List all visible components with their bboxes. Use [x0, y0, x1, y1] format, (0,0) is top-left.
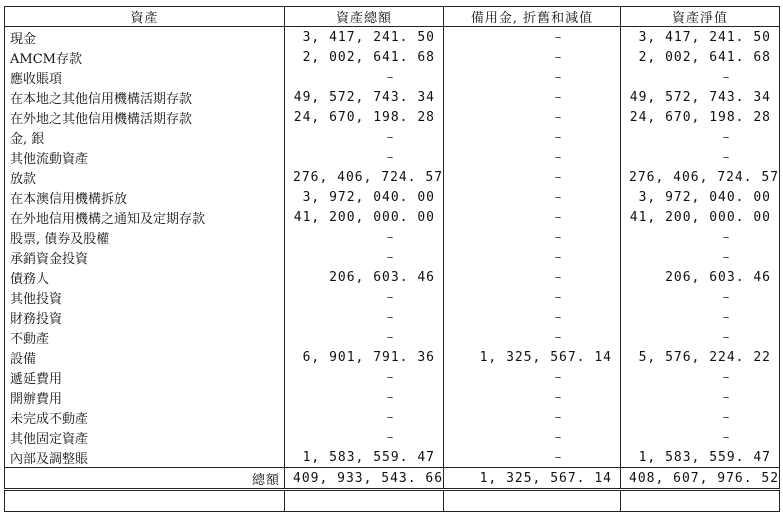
table-row [5, 107, 780, 127]
table-row [5, 387, 780, 407]
row-label: 放款 [5, 167, 285, 187]
row-net: 3, 417, 241. 50 [621, 27, 780, 48]
row-gross: – [285, 387, 444, 407]
row-gross: 1, 583, 559. 47 [285, 447, 444, 468]
table-row [5, 287, 780, 307]
header-net: 資產淨值 [621, 7, 780, 27]
row-provision: – [444, 67, 621, 87]
asset-table [4, 6, 780, 512]
table-row [5, 27, 780, 48]
table-row [5, 207, 780, 227]
row-provision: – [444, 47, 621, 67]
table-row [5, 307, 780, 327]
row-gross: – [285, 287, 444, 307]
row-provision: – [444, 327, 621, 347]
row-provision: – [444, 267, 621, 287]
row-label: 設備 [5, 347, 285, 367]
row-provision: – [444, 367, 621, 387]
row-label: 內部及調整賬 [5, 447, 285, 468]
table-row [5, 127, 780, 147]
row-provision: – [444, 127, 621, 147]
header-gross: 資產總額 [285, 7, 444, 27]
row-net: 206, 603. 46 [621, 267, 780, 287]
row-provision: – [444, 427, 621, 447]
table-row [5, 67, 780, 87]
row-gross: – [285, 227, 444, 247]
row-gross: – [285, 407, 444, 427]
row-provision: – [444, 207, 621, 227]
row-gross: 3, 417, 241. 50 [285, 27, 444, 48]
table-row [5, 147, 780, 167]
row-label: 開辦費用 [5, 387, 285, 407]
row-provision: – [444, 307, 621, 327]
row-gross: – [285, 247, 444, 267]
row-gross: – [285, 307, 444, 327]
row-provision: – [444, 227, 621, 247]
row-provision: – [444, 247, 621, 267]
row-gross: – [285, 67, 444, 87]
row-label: 在外地之其他信用機構活期存款 [5, 107, 285, 127]
row-net: – [621, 67, 780, 87]
row-gross: – [285, 127, 444, 147]
row-gross: 6, 901, 791. 36 [285, 347, 444, 367]
row-gross: 49, 572, 743. 34 [285, 87, 444, 107]
row-net: – [621, 367, 780, 387]
total-label: 總額 [5, 468, 285, 490]
row-label: 承銷資金投資 [5, 247, 285, 267]
row-label: 遞延費用 [5, 367, 285, 387]
row-label: 不動產 [5, 327, 285, 347]
row-net: – [621, 307, 780, 327]
row-provision: – [444, 167, 621, 187]
row-net: – [621, 227, 780, 247]
row-net: – [621, 287, 780, 307]
row-net: – [621, 247, 780, 267]
table-row [5, 87, 780, 107]
row-label: 在本澳信用機構拆放 [5, 187, 285, 207]
header-asset: 資產 [5, 7, 285, 27]
row-gross: – [285, 147, 444, 167]
row-net: – [621, 407, 780, 427]
table-row [5, 267, 780, 287]
total-net: 408, 607, 976. 52 [621, 468, 780, 490]
row-label: 應收賬項 [5, 67, 285, 87]
row-net: – [621, 387, 780, 407]
table-row [5, 367, 780, 387]
header-provision: 備用金, 折舊和減值 [444, 7, 621, 27]
row-label: 債務人 [5, 267, 285, 287]
row-gross: 24, 670, 198. 28 [285, 107, 444, 127]
row-gross: 206, 603. 46 [285, 267, 444, 287]
row-gross: 41, 200, 000. 00 [285, 207, 444, 227]
table-row [5, 327, 780, 347]
row-label: 其他流動資產 [5, 147, 285, 167]
row-provision: – [444, 27, 621, 48]
row-net: 5, 576, 224. 22 [621, 347, 780, 367]
row-net: – [621, 127, 780, 147]
row-net: 276, 406, 724. 57 [621, 167, 780, 187]
table-row [5, 347, 780, 367]
row-net: 24, 670, 198. 28 [621, 107, 780, 127]
row-label: 金, 銀 [5, 127, 285, 147]
row-net: – [621, 427, 780, 447]
row-net: 3, 972, 040. 00 [621, 187, 780, 207]
row-net: – [621, 147, 780, 167]
row-provision: – [444, 287, 621, 307]
table-row [5, 227, 780, 247]
row-net: 1, 583, 559. 47 [621, 447, 780, 468]
row-provision: – [444, 387, 621, 407]
row-label: 現金 [5, 27, 285, 48]
table-row [5, 407, 780, 427]
row-gross: – [285, 427, 444, 447]
row-gross: 2, 002, 641. 68 [285, 47, 444, 67]
row-provision: – [444, 407, 621, 427]
row-provision: – [444, 187, 621, 207]
row-label: 在本地之其他信用機構活期存款 [5, 87, 285, 107]
row-label: 在外地信用機構之通知及定期存款 [5, 207, 285, 227]
row-label: 未完成不動產 [5, 407, 285, 427]
table-row [5, 187, 780, 207]
row-label: AMCM存款 [5, 47, 285, 67]
row-label: 股票, 債券及股權 [5, 227, 285, 247]
row-label: 其他投資 [5, 287, 285, 307]
total-row [5, 468, 780, 490]
row-provision: 1, 325, 567. 14 [444, 347, 621, 367]
row-net: 2, 002, 641. 68 [621, 47, 780, 67]
row-gross: – [285, 367, 444, 387]
row-gross: 3, 972, 040. 00 [285, 187, 444, 207]
row-net: – [621, 327, 780, 347]
row-gross: 276, 406, 724. 57 [285, 167, 444, 187]
row-gross: – [285, 327, 444, 347]
row-net: 49, 572, 743. 34 [621, 87, 780, 107]
table-row [5, 427, 780, 447]
row-provision: – [444, 87, 621, 107]
row-label: 其他固定資產 [5, 427, 285, 447]
total-gross: 409, 933, 543. 66 [285, 468, 444, 490]
asset-table-container [4, 6, 779, 512]
row-provision: – [444, 107, 621, 127]
total-provision: 1, 325, 567. 14 [444, 468, 621, 490]
row-provision: – [444, 447, 621, 468]
row-label: 財務投資 [5, 307, 285, 327]
header-row [5, 7, 780, 27]
table-row [5, 247, 780, 267]
table-row [5, 47, 780, 67]
blank-row [5, 490, 780, 512]
table-row [5, 447, 780, 468]
row-provision: – [444, 147, 621, 167]
table-row [5, 167, 780, 187]
row-net: 41, 200, 000. 00 [621, 207, 780, 227]
